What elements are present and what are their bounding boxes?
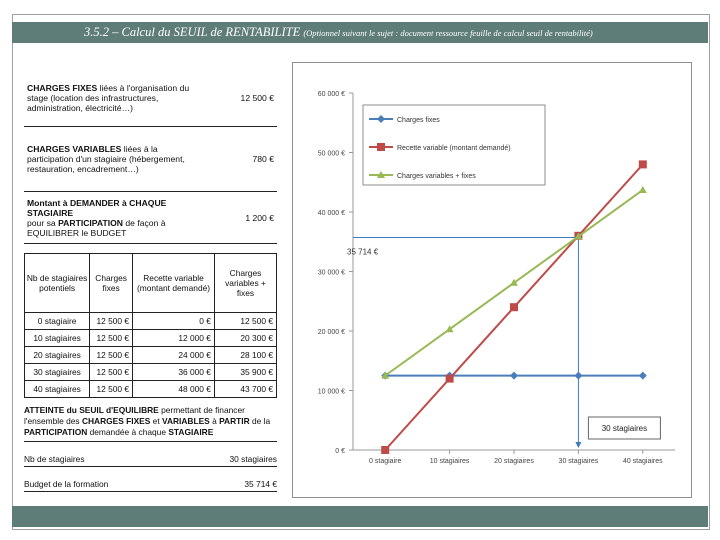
nb-value: 30 stagiaires [229,454,277,464]
x-tick-label: 30 stagiaires [558,458,599,465]
col-header: Charges variables + fixes [214,254,276,313]
variable-costs-label: CHARGES VARIABLES liées à la participation d'un stagiaire (hébergement, restauration, encadrement…) [24,127,201,192]
nb-label: Nb de stagiaires [24,454,85,464]
breakeven-summary [24,405,277,492]
budget-label: Budget de la formation [24,479,109,489]
y-tick-label: 20 000 € [317,329,345,336]
y-tick-label: 50 000 € [317,150,345,158]
y-tick-label: 30 000 € [317,269,345,277]
table-cell: 12 500 € [90,381,133,398]
table-cell: 12 500 € [214,313,276,330]
data-point [446,375,454,383]
table-row [25,364,277,381]
data-point [574,372,582,380]
y-tick-label: 60 000 € [317,91,345,98]
table-cell: 12 500 € [90,347,133,364]
table-cell: 12 500 € [90,330,133,347]
y-tick-label: 0 € [335,448,345,455]
x-tick-label: 40 stagiaires [622,458,663,465]
x-tick-label: 0 stagiaire [369,458,402,465]
table-cell: 43 700 € [214,381,276,398]
table-cell: 12 000 € [133,330,215,347]
variable-costs-value: 780 € [201,127,277,192]
fixed-costs-label: CHARGES FIXES liées à l'organisation du stage (location des infrastructures, administration, électricité…) [24,70,201,127]
table-cell: 10 stagiaires [25,330,90,347]
table-cell: 40 stagiaires [25,381,90,398]
table-cell: 20 stagiaires [25,347,90,364]
data-point [510,372,518,380]
table-row [25,313,277,330]
table-cell: 48 000 € [133,381,215,398]
chart-svg [293,63,691,497]
table-cell: 24 000 € [133,347,215,364]
simulation-table [24,253,277,398]
costs-table [24,70,277,244]
data-point [639,372,647,380]
table-row [25,330,277,347]
x-tick-label: 10 stagiaires [429,458,470,465]
summary-nb-row [24,442,277,467]
table-cell: 0 € [133,313,215,330]
x-tick-label: 20 stagiaires [494,458,534,465]
ask-amount-value: 1 200 € [201,192,277,244]
table-cell: 30 stagiaires [25,364,90,381]
budget-value: 35 714 € [244,479,277,489]
slide-title: 3.5.2 – Calcul du SEUIL de RENTABILITE (Optionnel suivant le sujet : document ressource feuille de calcul seuil de rentabilité) [12,22,708,43]
ask-amount-label: Montant à DEMANDER à CHAQUE STAGIAIRE pour sa PARTICIPATION de façon à EQUILIBRER le BUDGET [24,192,201,244]
fixed-costs-value: 12 500 € [201,70,277,127]
breakeven-y-label: 35 714 € [347,247,379,257]
table-cell: 36 000 € [133,364,215,381]
breakeven-arrow [575,442,581,448]
breakeven-x-label: 30 stagiaires [601,424,648,433]
table-cell: 12 500 € [90,313,133,330]
y-tick-label: 10 000 € [317,388,345,396]
summary-heading: ATTEINTE du SEUIL d'EQUILIBRE permettant de financer l'ensemble des CHARGES FIXES et VARIABLES à PARTIR de la PARTICIPATION demandée à chaque STAGIAIRE [24,405,277,442]
table-cell: 20 300 € [214,330,276,347]
table-header-row [25,254,277,313]
table-cell: 35 900 € [214,364,276,381]
data-point [639,160,647,168]
table-row [25,347,277,364]
table-cell: 12 500 € [90,364,133,381]
col-header: Nb de stagiaires potentiels [25,254,90,313]
col-header: Recette variable (montant demandé) [133,254,215,313]
data-point [639,186,647,193]
table-cell: 28 100 € [214,347,276,364]
table-cell: 0 stagiaire [25,313,90,330]
data-point [510,303,518,311]
summary-budget-row [24,467,277,492]
breakeven-chart [292,62,692,498]
y-tick-label: 40 000 € [317,210,345,217]
bottom-bar [12,506,708,527]
data-point [381,446,389,454]
legend-marker [377,143,385,151]
legend-label: Charges variables + fixes [397,173,476,180]
table-row [25,381,277,398]
col-header: Charges fixes [90,254,133,313]
legend-label: Charges fixes [397,117,440,124]
legend-label: Recette variable (montant demandé) [397,145,511,152]
